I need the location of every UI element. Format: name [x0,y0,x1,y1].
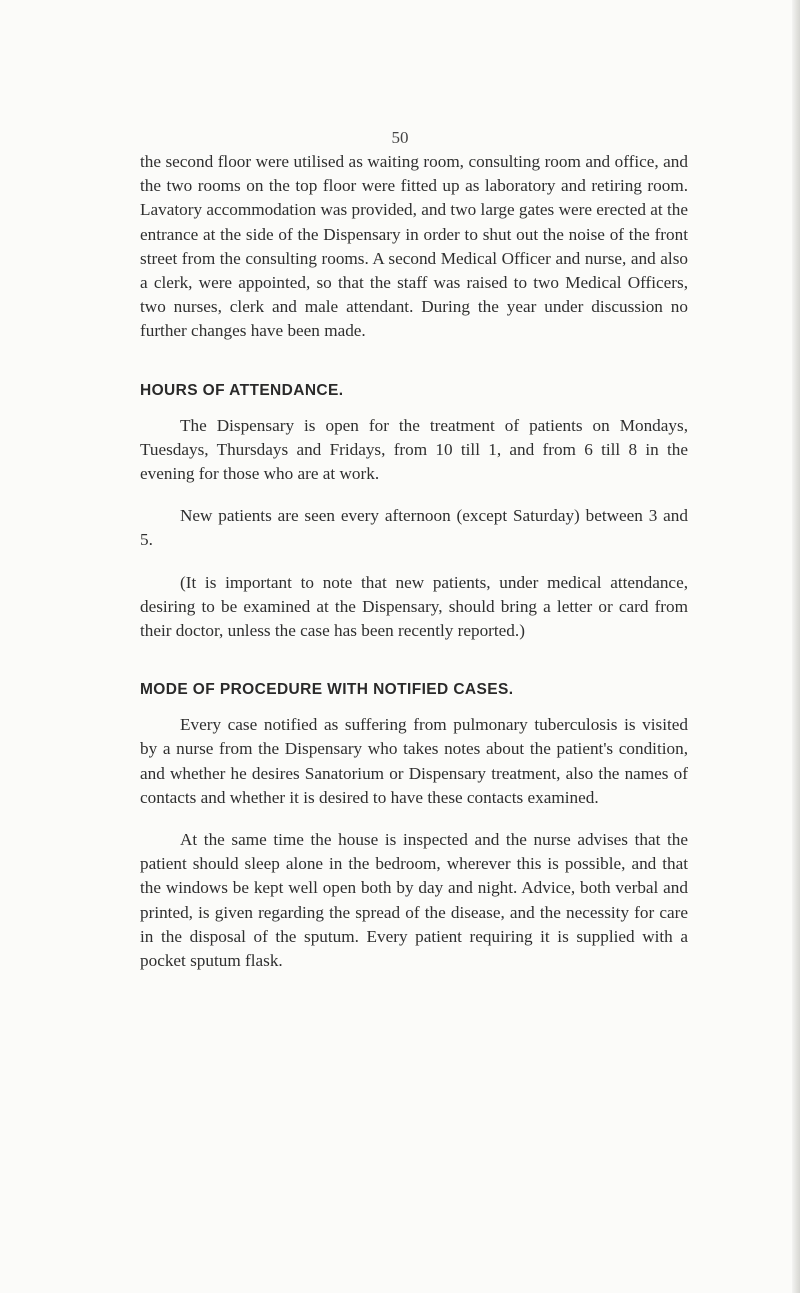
procedure-paragraph-1: Every case notified as suffering from pulmonary tuberculosis is visited by a nurse from the Dispensary who takes notes about the patient's condition, and whether he desires Sanatorium or Dispensary treatment, also the names of contacts and whether it is desired to have these contacts examined. [140,715,688,807]
page-edge-shadow [792,0,800,1293]
procedure-paragraph-2: At the same time the house is inspected and the nurse advises that the patient should sleep alone in the bedroom, wherever this is possible, and that the windows be kept well open both by day and night. Advice, both verbal and printed, is given regarding the spread of the disease, and the necessity for care in the disposal of the sputum. Every patient requiring it is supplied with a pocket sputum flask. [140,830,688,971]
intro-paragraph: the second floor were utilised as waiting room, consulting room and office, and the two rooms on the top floor were fitted up as laboratory and retiring room. Lavatory accommodation was provided, and two large gates were erected at the entrance at the side of the Dispensary in order to shut out the noise of the front street from the consulting rooms. A second Medical Officer and nurse, and also a clerk, were appointed, so that the staff was raised to two Medical Officers, two nurses, clerk and male attendant. During the year under discussion no further changes have been made. [140,152,688,341]
page-content [140,150,688,973]
hours-paragraph-2: New patients are seen every afternoon (except Saturday) between 3 and 5. [140,506,688,550]
page-number: 50 [391,128,409,147]
hours-paragraph-3: (It is important to note that new patients, under medical attendance, desiring to be examined at the Dispensary, should bring a letter or card from their doctor, unless the case has been recently reported.) [140,572,688,641]
section-heading-mode-of-procedure: MODE OF PROCEDURE WITH NOTIFIED CASES. [140,681,514,699]
hours-paragraph-1: The Dispensary is open for the treatment of patients on Mondays, Tuesdays, Thursdays and Fridays, from 10 till 1, and from 6 till 8 in the evening for those who are at work. [140,415,688,484]
section-heading-hours-of-attendance: HOURS OF ATTENDANCE. [140,381,344,399]
